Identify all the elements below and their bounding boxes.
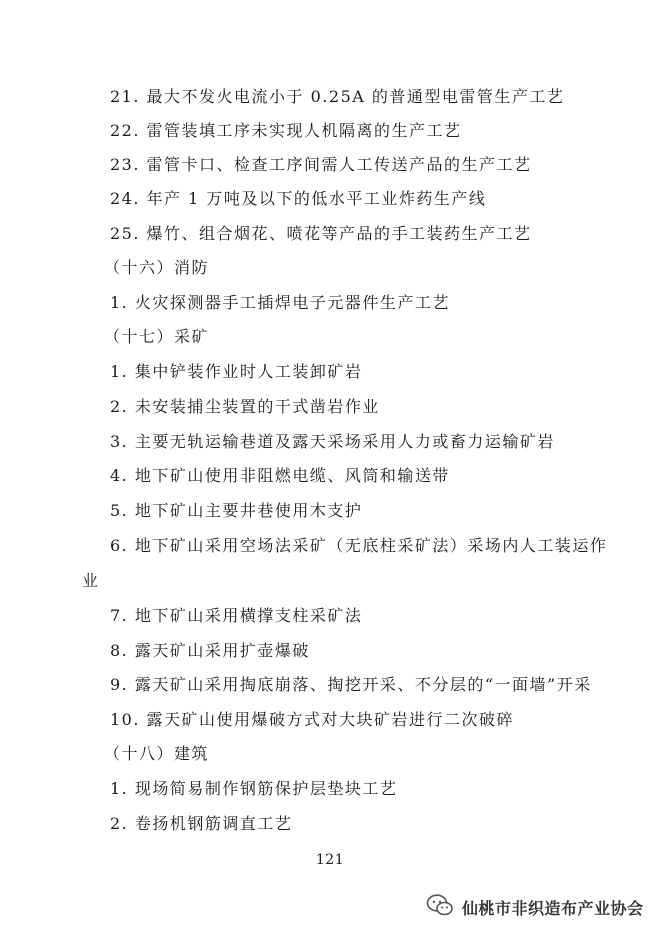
section-heading: （十七）采矿 (104, 327, 210, 346)
page-number: 121 (315, 852, 345, 868)
list-item: 10. 露天矿山使用爆破方式对大块矿岩进行二次破碎 (110, 710, 515, 729)
list-item: 6. 地下矿山采用空场法采矿（无底柱采矿法）采场内人工装运作 (110, 536, 608, 555)
list-item: 23. 雷管卡口、检查工序间需人工传送产品的生产工艺 (110, 155, 532, 174)
wechat-icon (426, 893, 454, 921)
list-item: 9. 露天矿山采用掏底崩落、掏挖开采、不分层的“一面墙”开采 (110, 675, 592, 694)
account-watermark (426, 893, 644, 921)
list-item: 21. 最大不发火电流小于 0.25A 的普通型电雷管生产工艺 (110, 87, 565, 106)
list-item: 1. 现场简易制作钢筋保护层垫块工艺 (110, 779, 398, 798)
list-item: 25. 爆竹、组合烟花、喷花等产品的手工装药生产工艺 (110, 224, 532, 243)
list-item: 7. 地下矿山采用横撑支柱采矿法 (110, 606, 363, 625)
list-item-continuation: 业 (82, 571, 100, 590)
list-item: 8. 露天矿山采用扩壶爆破 (110, 641, 310, 660)
list-item: 24. 年产 1 万吨及以下的低水平工业炸药生产线 (110, 189, 487, 208)
list-item: 1. 火灾探测器手工插焊电子元器件生产工艺 (110, 293, 450, 312)
list-item: 4. 地下矿山使用非阻燃电缆、风筒和输送带 (110, 466, 450, 485)
list-item: 2. 卷扬机钢筋调直工艺 (110, 814, 293, 833)
list-item: 22. 雷管装填工序未实现人机隔离的生产工艺 (110, 121, 462, 140)
list-item: 2. 未安装捕尘装置的干式凿岩作业 (110, 397, 380, 416)
section-heading: （十八）建筑 (104, 744, 210, 763)
watermark-text: 仙桃市非织造布产业协会 (462, 898, 644, 918)
section-heading: （十六）消防 (104, 258, 210, 277)
list-item: 3. 主要无轨运输巷道及露天采场采用人力或畜力运输矿岩 (110, 432, 555, 451)
list-item: 1. 集中铲装作业时人工装卸矿岩 (110, 362, 363, 381)
list-item: 5. 地下矿山主要井巷使用木支护 (110, 501, 363, 520)
